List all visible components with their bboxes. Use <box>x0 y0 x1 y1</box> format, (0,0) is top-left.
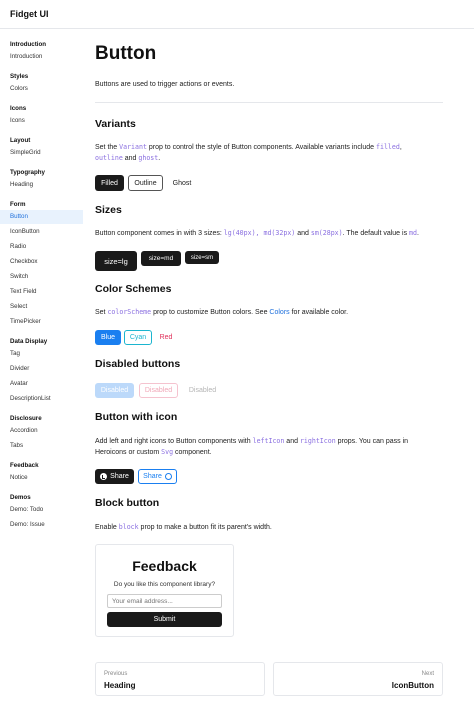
sizes-heading: Sizes <box>95 204 122 216</box>
sidebar-item-timepicker[interactable]: TimePicker <box>10 318 41 325</box>
sidebar-item-demo-issue[interactable]: Demo: Issue <box>10 521 45 528</box>
next-label: Next <box>421 671 434 677</box>
sidebar-item-heading[interactable]: Heading <box>10 181 34 188</box>
outline-button[interactable]: Outline <box>128 175 163 191</box>
feedback-card-question: Do you like this component library? <box>113 581 216 588</box>
variants-heading: Variants <box>95 118 136 130</box>
share-label: Share <box>110 473 129 480</box>
color-schemes-heading: Color Schemes <box>95 283 172 295</box>
sidebar-item-simplegrid[interactable]: SimpleGrid <box>10 149 41 156</box>
sidebar-group-title: Layout <box>10 137 31 144</box>
sidebar-group-title: Styles <box>10 73 29 80</box>
next-title: IconButton <box>391 681 434 690</box>
sidebar-item-divider[interactable]: Divider <box>10 365 30 372</box>
submit-button[interactable]: Submit <box>107 612 222 627</box>
disabled-heading: Disabled buttons <box>95 358 181 370</box>
sidebar-group-title: Typography <box>10 169 45 176</box>
sidebar-item-tag[interactable]: Tag <box>10 350 20 357</box>
sidebar-item-select[interactable]: Select <box>10 303 28 310</box>
button-with-icon-heading: Button with icon <box>95 411 178 423</box>
share-label: Share <box>143 473 162 480</box>
sidebar-item-notice[interactable]: Notice <box>10 474 28 481</box>
previous-label: Previous <box>104 671 128 677</box>
share-left-icon-button[interactable] <box>95 469 134 484</box>
disabled-outline-button: Disabled <box>139 383 178 398</box>
disabled-ghost-button: Disabled <box>188 387 217 394</box>
sidebar-item-radio[interactable]: Radio <box>10 243 27 250</box>
sidebar-group-title: Demos <box>10 494 31 501</box>
previous-title: Heading <box>104 681 136 690</box>
cyan-button[interactable]: Cyan <box>124 330 152 345</box>
sidebar-item-accordion[interactable]: Accordion <box>10 427 38 434</box>
feedback-card-title: Feedback <box>132 558 197 574</box>
sidebar-group-title: Disclosure <box>10 415 42 422</box>
color-schemes-description: Set colorScheme prop to customize Button colors. See Colors for available color. <box>95 308 349 316</box>
sidebar <box>0 29 84 712</box>
feedback-card <box>95 544 234 637</box>
button-with-icon-description: Add left and right icons to Button components with leftIcon and rightIcon props. You can pass in Heroicons or custom Svg component. <box>95 437 409 456</box>
disabled-filled-button: Disabled <box>95 383 134 398</box>
divider <box>95 102 443 103</box>
filled-button[interactable]: Filled <box>95 175 124 191</box>
size-md-button[interactable]: size=md <box>141 251 181 266</box>
share-icon <box>100 473 107 480</box>
sidebar-group-title: Form <box>10 201 26 208</box>
email-input[interactable] <box>107 594 222 608</box>
size-sm-button[interactable]: size=sm <box>185 251 219 264</box>
sidebar-item-demo-todo[interactable]: Demo: Todo <box>10 506 44 513</box>
blue-button[interactable]: Blue <box>95 330 121 345</box>
sizes-description: Button component comes in with 3 sizes: lg(40px), md(32px) and sm(28px). The default value is md. <box>95 229 419 237</box>
top-bar <box>0 0 474 29</box>
page-intro: Buttons are used to trigger actions or events. <box>95 81 235 88</box>
colors-link[interactable]: Colors <box>269 309 290 316</box>
sidebar-item-iconbutton[interactable]: IconButton <box>10 228 40 235</box>
sidebar-item-introduction[interactable]: Introduction <box>10 53 43 60</box>
share-right-icon-button[interactable] <box>138 469 177 484</box>
sidebar-group-title: Icons <box>10 105 27 112</box>
sidebar-item-descriptionlist[interactable]: DescriptionList <box>10 395 51 402</box>
sidebar-item-tabs[interactable]: Tabs <box>10 442 24 449</box>
brand-logo[interactable]: Fidget UI <box>10 9 49 19</box>
previous-page-link[interactable] <box>95 662 265 696</box>
red-button[interactable]: Red <box>159 334 173 341</box>
sidebar-item-switch[interactable]: Switch <box>10 273 29 280</box>
next-page-link[interactable] <box>273 662 443 696</box>
sidebar-item-checkbox[interactable]: Checkbox <box>10 258 38 265</box>
sidebar-item-button[interactable]: Button <box>0 210 83 224</box>
sidebar-item-text-field[interactable]: Text Field <box>10 288 37 295</box>
share-icon <box>165 473 172 480</box>
page-title: Button <box>95 43 157 64</box>
sidebar-group-title: Data Display <box>10 338 48 345</box>
block-button-description: Enable block prop to make a button fit its parent's width. <box>95 523 272 531</box>
sidebar-item-icons[interactable]: Icons <box>10 117 25 124</box>
size-lg-button[interactable]: size=lg <box>95 251 137 271</box>
block-button-heading: Block button <box>95 497 160 509</box>
sidebar-group-title: Introduction <box>10 41 47 48</box>
ghost-button[interactable]: Ghost <box>172 179 192 187</box>
sidebar-item-avatar[interactable]: Avatar <box>10 380 28 387</box>
sidebar-item-colors[interactable]: Colors <box>10 85 28 92</box>
variants-description: Set the Variant prop to control the style of Button components. Available variants include filled, outline and ghost. <box>95 143 402 162</box>
sidebar-group-title: Feedback <box>10 462 39 469</box>
